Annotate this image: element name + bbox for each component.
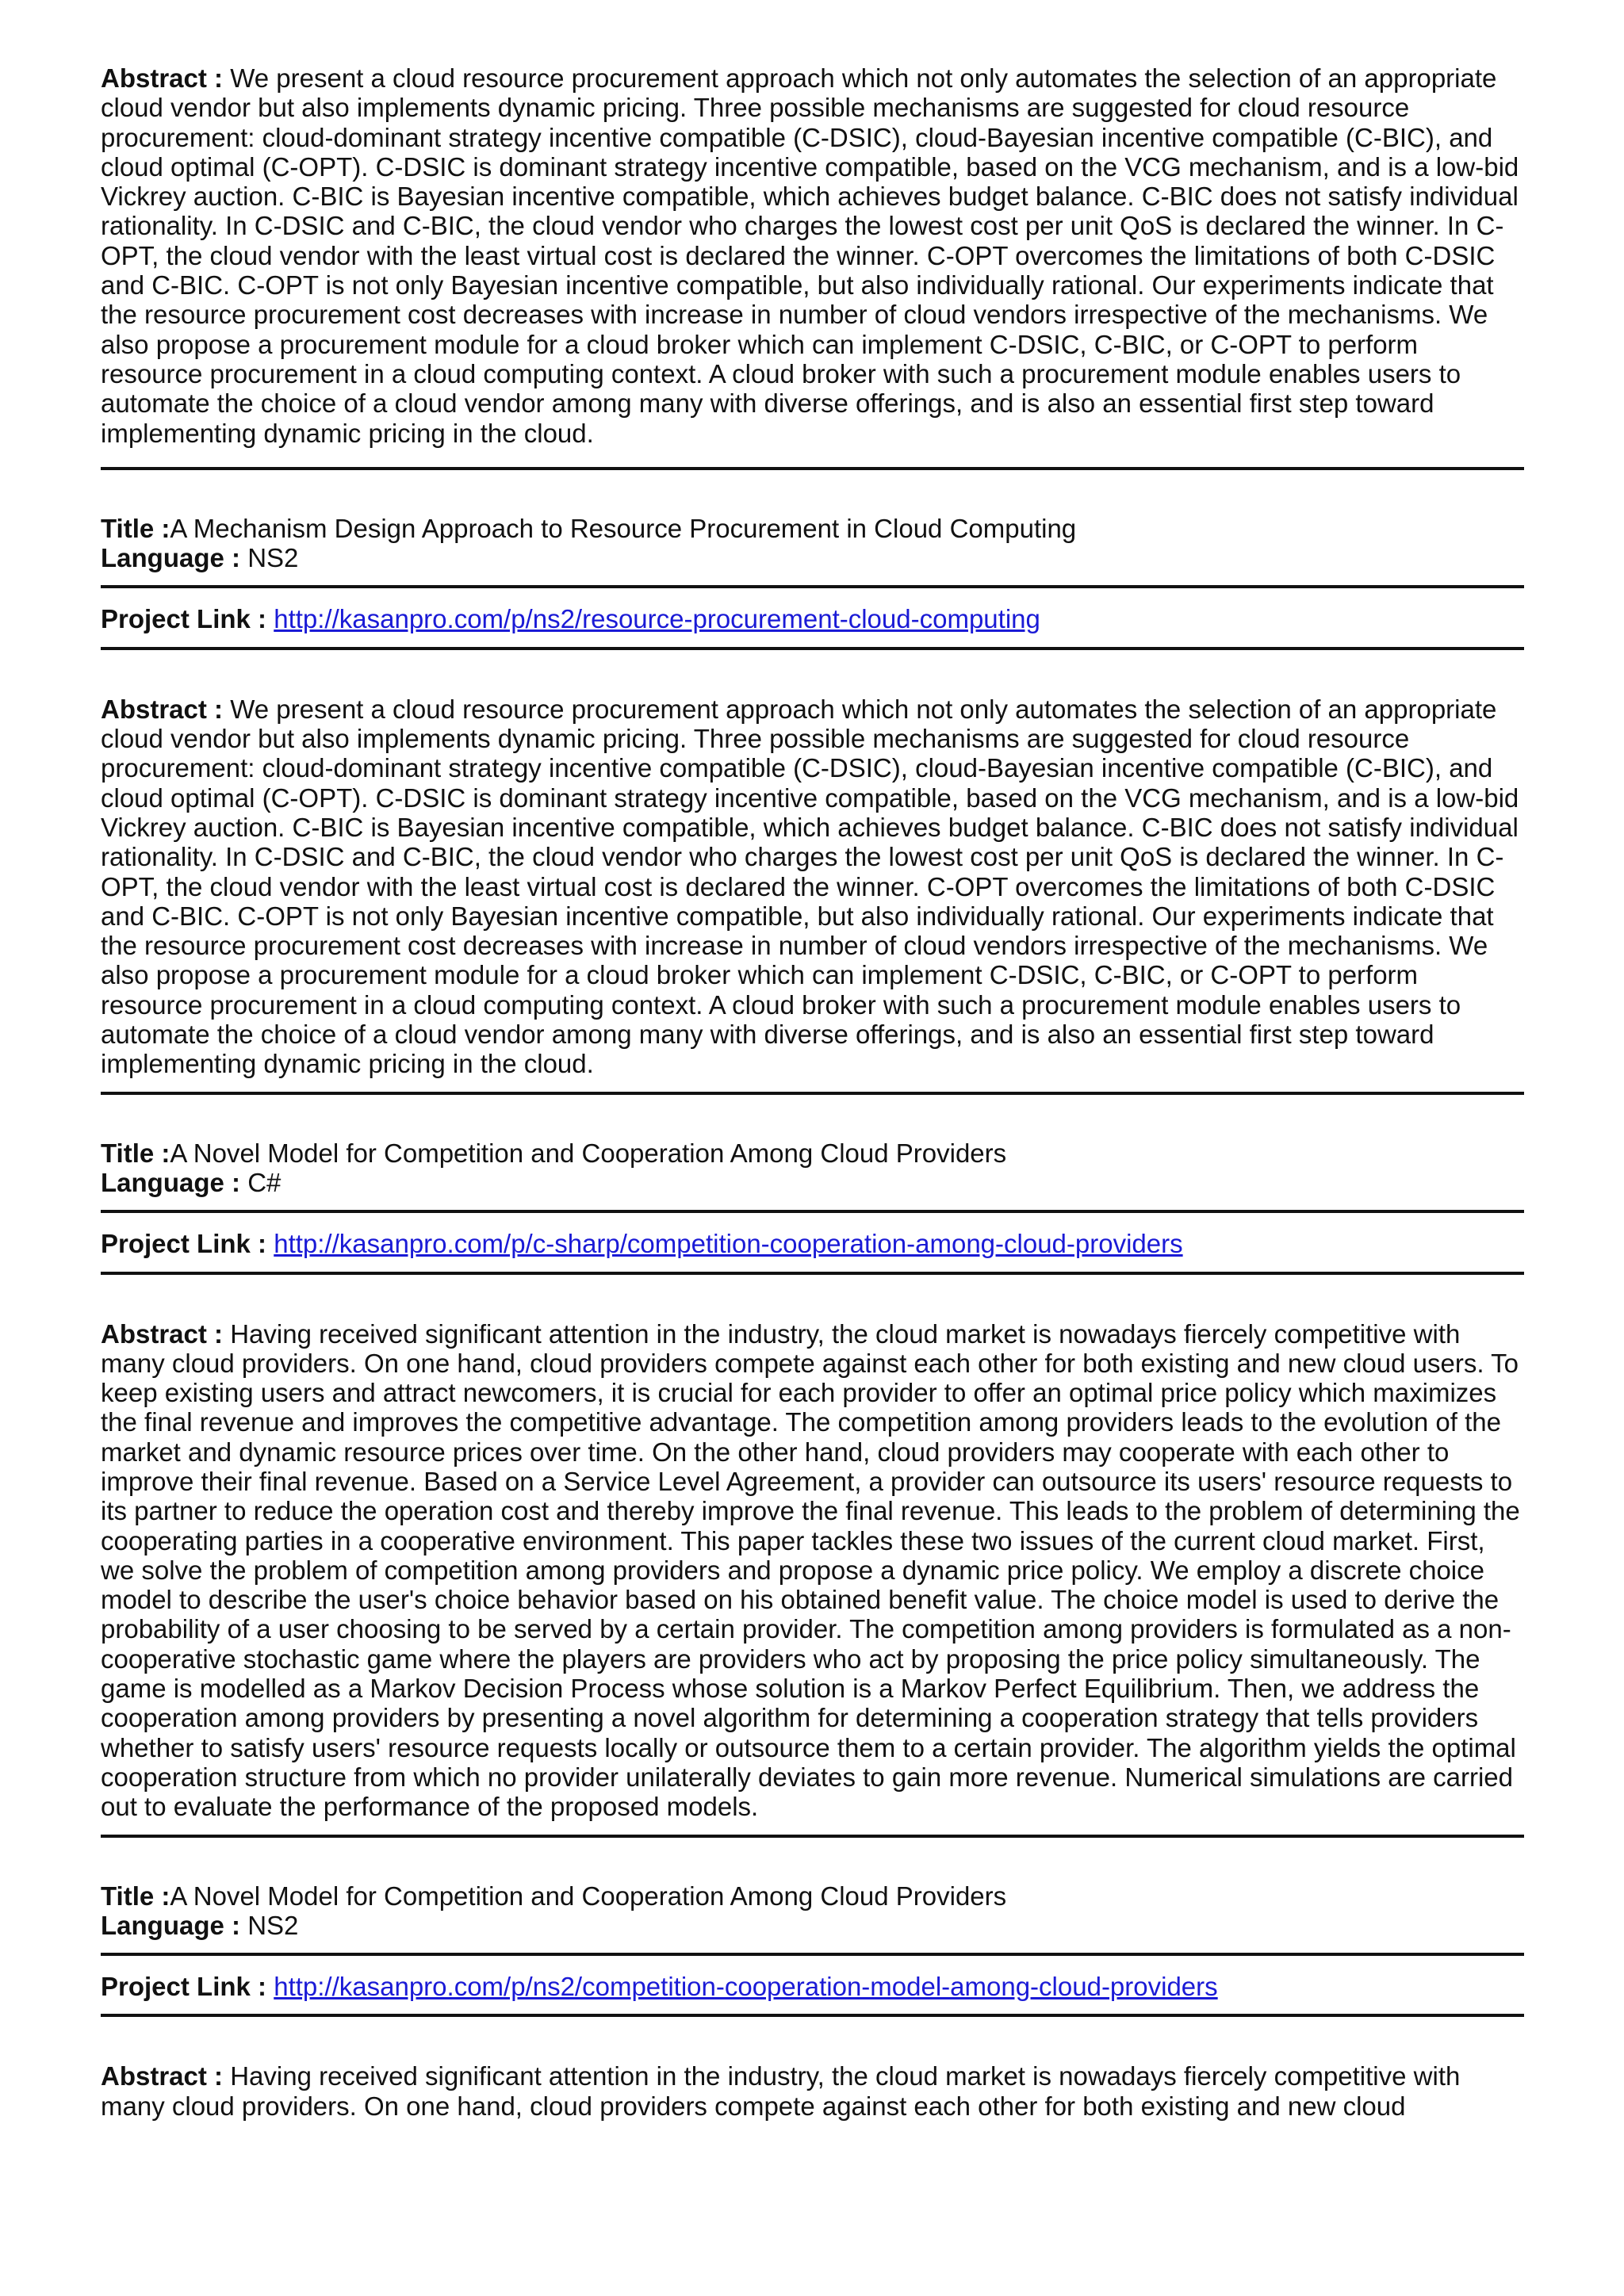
abstract-label: Abstract : bbox=[101, 1318, 231, 1349]
divider-rule bbox=[101, 1953, 1524, 1956]
divider-rule bbox=[101, 1835, 1524, 1838]
project-entry bbox=[101, 514, 1524, 1095]
language-text: NS2 bbox=[247, 1910, 299, 1940]
project-language bbox=[101, 1168, 1524, 1197]
project-title bbox=[101, 514, 1524, 543]
language-text: C# bbox=[247, 1167, 282, 1197]
project-entry bbox=[101, 1138, 1524, 1838]
language-label: Language : bbox=[101, 543, 248, 573]
abstract-text: We present a cloud resource procurement approach which not only automates the selection of an appropriate cloud vendor but also implements dynamic pricing. Three possible mechanisms are suggested for cloud resource procurement: cloud-dominant strategy incentive compatible (C-DSIC), cloud-Bayesian incentive compatible (C-BIC), and cloud optimal (C-OPT). C-DSIC is dominant strategy incentive compatible, based on the VCG mechanism, and is a low-bid Vickrey auction. C-BIC is Bayesian incentive compatible, which achieves budget balance. C-BIC does not satisfy individual rationality. In C-DSIC and C-BIC, the cloud vendor who charges the lowest cost per unit QoS is declared the winner. In C-OPT, the cloud vendor with the least virtual cost is declared the winner. C-OPT overcomes the limitations of both C-DSIC and C-BIC. C-OPT is not only Bayesian incentive compatible, but also individually rational. Our experiments indicate that the resource procurement cost decreases with increase in number of cloud vendors irrespective of the mechanisms. We also propose a procurement module for a cloud broker which can implement C-DSIC, C-BIC, or C-OPT to perform resource procurement in a cloud computing context. A cloud broker with such a procurement module enables users to automate the choice of a cloud vendor among many with diverse offerings, and is also an essential first step toward implementing dynamic pricing in the cloud. bbox=[101, 694, 1519, 1079]
title-label: Title : bbox=[101, 1881, 170, 1911]
abstract-paragraph bbox=[101, 63, 1524, 454]
divider-rule bbox=[101, 2014, 1524, 2017]
project-link-label: Project Link : bbox=[101, 1229, 274, 1259]
abstract-paragraph bbox=[101, 1319, 1524, 1828]
project-link[interactable]: http://kasanpro.com/p/ns2/resource-procurement-cloud-computing bbox=[274, 604, 1040, 634]
abstract-text: We present a cloud resource procurement approach which not only automates the selection of an appropriate cloud vendor but also implements dynamic pricing. Three possible mechanisms are suggested for cloud resource procurement: cloud-dominant strategy incentive compatible (C-DSIC), cloud-Bayesian incentive compatible (C-BIC), and cloud optimal (C-OPT). C-DSIC is dominant strategy incentive compatible, based on the VCG mechanism, and is a low-bid Vickrey auction. C-BIC is Bayesian incentive compatible, which achieves budget balance. C-BIC does not satisfy individual rationality. In C-DSIC and C-BIC, the cloud vendor who charges the lowest cost per unit QoS is declared the winner. In C-OPT, the cloud vendor with the least virtual cost is declared the winner. C-OPT overcomes the limitations of both C-DSIC and C-BIC. C-OPT is not only Bayesian incentive compatible, but also individually rational. Our experiments indicate that the resource procurement cost decreases with increase in number of cloud vendors irrespective of the mechanisms. We also propose a procurement module for a cloud broker which can implement C-DSIC, C-BIC, or C-OPT to perform resource procurement in a cloud computing context. A cloud broker with such a procurement module enables users to automate the choice of a cloud vendor among many with diverse offerings, and is also an essential first step toward implementing dynamic pricing in the cloud. bbox=[101, 63, 1519, 448]
title-text: A Novel Model for Competition and Cooperation Among Cloud Providers bbox=[170, 1138, 1007, 1168]
project-link-label: Project Link : bbox=[101, 1972, 274, 2002]
project-title bbox=[101, 1881, 1524, 1911]
title-text: A Mechanism Design Approach to Resource Procurement in Cloud Computing bbox=[170, 513, 1077, 543]
project-language bbox=[101, 1911, 1524, 1940]
language-label: Language : bbox=[101, 1167, 248, 1197]
abstract-paragraph bbox=[101, 2061, 1524, 2127]
divider-rule bbox=[101, 1210, 1524, 1213]
abstract-label: Abstract : bbox=[101, 2061, 231, 2091]
divider-rule bbox=[101, 647, 1524, 650]
document-page bbox=[101, 63, 1524, 2127]
divider-rule bbox=[101, 1092, 1524, 1095]
divider-rule bbox=[101, 1272, 1524, 1275]
project-language bbox=[101, 543, 1524, 572]
abstract-label: Abstract : bbox=[101, 694, 231, 724]
project-link-row bbox=[101, 1972, 1524, 2001]
language-text: NS2 bbox=[247, 543, 299, 573]
abstract-label: Abstract : bbox=[101, 63, 231, 93]
project-title bbox=[101, 1138, 1524, 1168]
title-label: Title : bbox=[101, 1138, 170, 1168]
title-text: A Novel Model for Competition and Cooperation Among Cloud Providers bbox=[170, 1881, 1007, 1911]
title-label: Title : bbox=[101, 513, 170, 543]
divider-rule bbox=[101, 585, 1524, 588]
abstract-text: Having received significant attention in the industry, the cloud market is nowadays fiercely competitive with many cloud providers. On one hand, cloud providers compete against each other for both existing and new cloud users. To keep existing users and attract newcomers, it is crucial for each provider to offer an optimal price policy which maximizes the final revenue and improves the competitive advantage. The competition among providers leads to the evolution of the market and dynamic resource prices over time. On the other hand, cloud providers may cooperate with each other to improve their final revenue. Based on a Service Level Agreement, a provider can outsource its users' resource requests to its partner to reduce the operation cost and thereby improve the final revenue. This leads to the problem of determining the cooperating parties in a cooperative environment. This paper tackles these two issues of the current cloud market. First, we solve the problem of competition among providers and propose a dynamic price policy. We employ a discrete choice model to describe the user's choice behavior based on his obtained benefit value. The choice model is used to derive the probability of a user choosing to be served by a certain provider. The competition among providers is formulated as a non-cooperative stochastic game where the players are providers who act by proposing the price policy simultaneously. The game is modelled as a Markov Decision Process whose solution is a Markov Perfect Equilibrium. Then, we address the cooperation among providers by presenting a novel algorithm for determining a cooperation strategy that tells providers whether to satisfy users' resource requests locally or outsource them to a certain provider. The algorithm yields the optimal cooperation structure from which no provider unilaterally deviates to gain more revenue. Numerical simulations are carried out to evaluate the performance of the proposed models. bbox=[101, 1318, 1520, 1822]
project-link-row bbox=[101, 604, 1524, 633]
project-link-row bbox=[101, 1229, 1524, 1258]
abstract-text: Having received significant attention in the industry, the cloud market is nowadays fiercely competitive with many cloud providers. On one hand, cloud providers compete against each other for both existing and new cloud bbox=[101, 2061, 1461, 2121]
project-entry bbox=[101, 1881, 1524, 2127]
divider-rule bbox=[101, 467, 1524, 470]
project-link[interactable]: http://kasanpro.com/p/ns2/competition-cooperation-model-among-cloud-providers bbox=[274, 1972, 1218, 2002]
project-link[interactable]: http://kasanpro.com/p/c-sharp/competition-cooperation-among-cloud-providers bbox=[274, 1229, 1183, 1259]
abstract-paragraph bbox=[101, 695, 1524, 1085]
language-label: Language : bbox=[101, 1910, 248, 1940]
project-link-label: Project Link : bbox=[101, 604, 274, 634]
